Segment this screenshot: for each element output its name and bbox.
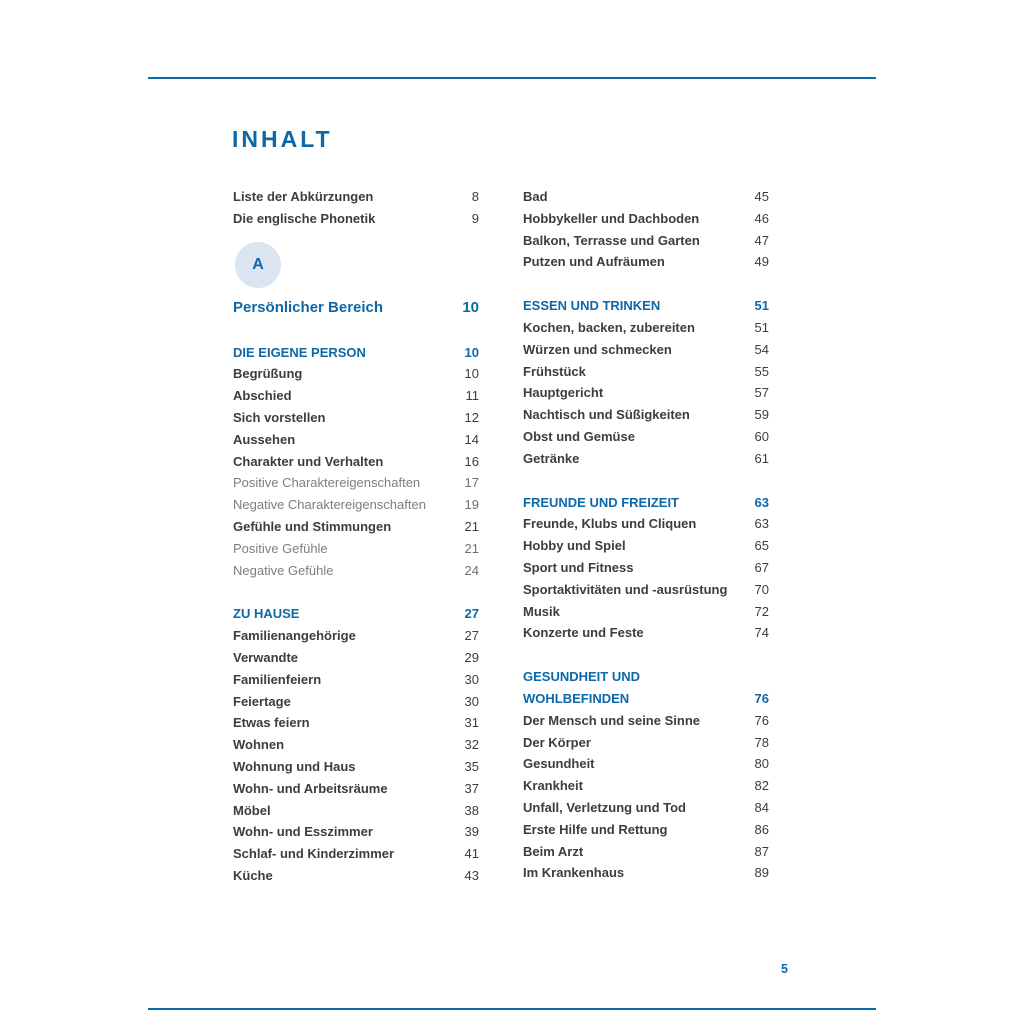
toc-entry-label: Persönlicher Bereich bbox=[233, 298, 384, 316]
toc-entry-page: 76 bbox=[754, 690, 769, 706]
toc-entry-page: 72 bbox=[754, 603, 769, 619]
toc-entry-page: 86 bbox=[754, 821, 769, 837]
toc-entry-page: 29 bbox=[464, 649, 479, 665]
toc-entry-label: Positive Charaktereigenschaften bbox=[233, 475, 421, 491]
toc-entry bbox=[523, 382, 769, 404]
toc-entry-label: Negative Charaktereigenschaften bbox=[233, 497, 426, 513]
toc-entry-page: 11 bbox=[465, 388, 479, 404]
toc-entry-label: Aussehen bbox=[233, 431, 296, 447]
toc-entry-page: 19 bbox=[464, 497, 479, 513]
toc-entry-page: 38 bbox=[464, 802, 479, 818]
toc-entry bbox=[233, 451, 479, 473]
toc-entry-label: Kochen, backen, zubereiten bbox=[523, 319, 695, 335]
toc-entry-page: 10 bbox=[462, 298, 479, 316]
toc-entry bbox=[233, 691, 479, 713]
toc-entry bbox=[523, 797, 769, 819]
toc-entry bbox=[523, 862, 769, 884]
toc-section-heading bbox=[233, 342, 479, 364]
toc-entry bbox=[523, 732, 769, 754]
toc-entry-page: 63 bbox=[754, 516, 769, 532]
toc-entry-page: 57 bbox=[754, 385, 769, 401]
toc-entry-page: 54 bbox=[754, 341, 769, 357]
toc-entry-label: Positive Gefühle bbox=[233, 540, 328, 556]
toc-entry-label: Erste Hilfe und Rettung bbox=[523, 821, 668, 837]
toc-entry-page: 10 bbox=[464, 366, 479, 382]
toc-entry-page: 46 bbox=[754, 210, 769, 226]
toc-entry bbox=[523, 753, 769, 775]
toc-entry-label: Der Körper bbox=[523, 734, 591, 750]
toc-entry-label: Nachtisch und Süßigkeiten bbox=[523, 407, 690, 423]
toc-entry bbox=[233, 821, 479, 843]
toc-entry-label: ZU HAUSE bbox=[233, 606, 300, 622]
section-badge-letter: A bbox=[252, 255, 264, 273]
toc-entry bbox=[523, 230, 769, 252]
toc-entry-page: 12 bbox=[464, 409, 479, 425]
toc-entry bbox=[233, 843, 479, 865]
toc-entry-label: Abschied bbox=[233, 388, 292, 404]
toc-entry bbox=[523, 622, 769, 644]
toc-entry-label: Charakter und Verhalten bbox=[233, 453, 384, 469]
toc-entry-page: 37 bbox=[464, 780, 479, 796]
toc-entry bbox=[523, 404, 769, 426]
toc-entry-page: 10 bbox=[464, 344, 479, 360]
toc-entry-label: Wohn- und Esszimmer bbox=[233, 824, 373, 840]
toc-entry-label: Küche bbox=[233, 867, 273, 883]
toc-entry-label: Verwandte bbox=[233, 649, 299, 665]
toc-entry bbox=[523, 557, 769, 579]
toc-entry bbox=[233, 800, 479, 822]
toc-entry-page: 32 bbox=[464, 737, 479, 753]
toc-entry bbox=[523, 361, 769, 383]
page-title: INHALT bbox=[232, 126, 333, 152]
toc-entry bbox=[233, 647, 479, 669]
toc-entry-page: 24 bbox=[464, 562, 479, 578]
toc-entry bbox=[233, 712, 479, 734]
toc-entry bbox=[233, 385, 479, 407]
toc-entry bbox=[233, 625, 479, 647]
toc-entry-page: 9 bbox=[471, 210, 479, 226]
toc-entry-page: 47 bbox=[754, 232, 769, 248]
toc-entry-label: Balkon, Terrasse und Garten bbox=[523, 232, 700, 248]
toc-entry bbox=[233, 186, 479, 208]
toc-entry-label: Sportaktivitäten und -ausrüstung bbox=[523, 581, 728, 597]
toc-entry-label: Hobbykeller und Dachboden bbox=[523, 210, 700, 226]
toc-entry bbox=[233, 407, 479, 429]
toc-entry-label: Gefühle und Stimmungen bbox=[233, 518, 392, 534]
toc-entry bbox=[233, 734, 479, 756]
toc-entry-label: Konzerte und Feste bbox=[523, 625, 644, 641]
toc-entry bbox=[233, 865, 479, 887]
toc-entry bbox=[523, 579, 769, 601]
toc-entry-page: 35 bbox=[464, 758, 479, 774]
toc-entry-label: Bad bbox=[523, 189, 548, 204]
toc-entry bbox=[523, 339, 769, 361]
toc-entry-label: Wohnung und Haus bbox=[233, 758, 356, 774]
toc-column-left bbox=[233, 186, 479, 887]
toc-entry-label: Liste der Abkürzungen bbox=[233, 189, 374, 204]
toc-entry-page: 74 bbox=[754, 625, 769, 641]
toc-entry-page: 14 bbox=[464, 431, 479, 447]
toc-entry bbox=[523, 841, 769, 863]
toc-entry-label: Sport und Fitness bbox=[523, 559, 634, 575]
toc-entry-label: FREUNDE UND FREIZEIT bbox=[523, 494, 679, 510]
toc-entry-page: 8 bbox=[471, 189, 479, 204]
toc-entry-page: 27 bbox=[464, 606, 479, 622]
toc-entry-label: Negative Gefühle bbox=[233, 562, 334, 578]
section-badge bbox=[235, 242, 281, 288]
toc-entry bbox=[233, 778, 479, 800]
toc-entry bbox=[523, 208, 769, 230]
toc-entry bbox=[233, 516, 479, 538]
toc-entry-page: 30 bbox=[464, 693, 479, 709]
toc-entry bbox=[233, 429, 479, 451]
toc-entry bbox=[523, 775, 769, 797]
toc-entry-label: Freunde, Klubs und Cliquen bbox=[523, 516, 697, 532]
toc-entry-page: 70 bbox=[754, 581, 769, 597]
toc-entry-page: 89 bbox=[754, 865, 769, 881]
toc-entry-label: DIE EIGENE PERSON bbox=[233, 344, 366, 360]
toc-entry-page: 80 bbox=[754, 756, 769, 772]
toc-entry-label: Familienangehörige bbox=[233, 628, 356, 644]
toc-entry-label: Feiertage bbox=[233, 693, 291, 709]
toc-entry bbox=[233, 756, 479, 778]
toc-entry bbox=[523, 601, 769, 623]
toc-entry-label: Putzen und Aufräumen bbox=[523, 254, 665, 270]
toc-entry-label: Begrüßung bbox=[233, 366, 303, 382]
toc-entry-page: 21 bbox=[464, 518, 479, 534]
toc-entry bbox=[233, 560, 479, 582]
toc-entry-page: 45 bbox=[754, 189, 769, 204]
toc-entry-page: 31 bbox=[464, 715, 479, 731]
toc-entry-label: Würzen und schmecken bbox=[523, 341, 672, 357]
toc-entry-label: WOHLBEFINDEN bbox=[523, 690, 630, 706]
toc-entry-page: 51 bbox=[754, 319, 769, 335]
toc-section-heading bbox=[233, 603, 479, 625]
toc-entry bbox=[233, 669, 479, 691]
toc-entry-label: Wohnen bbox=[233, 737, 285, 753]
toc-entry bbox=[523, 426, 769, 448]
toc-section-heading bbox=[523, 492, 769, 514]
toc-entry-label: Obst und Gemüse bbox=[523, 428, 635, 444]
toc-entry bbox=[233, 472, 479, 494]
toc-entry-label: Im Krankenhaus bbox=[523, 865, 625, 881]
toc-entry-page: 41 bbox=[464, 846, 479, 862]
toc-entry-label: ESSEN UND TRINKEN bbox=[523, 298, 661, 314]
toc-entry-label: Die englische Phonetik bbox=[233, 210, 376, 226]
toc-entry-label: Familienfeiern bbox=[233, 671, 322, 687]
toc-entry-page: 59 bbox=[754, 407, 769, 423]
toc-entry bbox=[233, 494, 479, 516]
toc-entry-label: GESUNDHEIT UND bbox=[523, 669, 641, 685]
toc-columns bbox=[233, 186, 769, 887]
toc-entry-page: 87 bbox=[754, 843, 769, 859]
toc-entry bbox=[523, 317, 769, 339]
toc-entry bbox=[523, 710, 769, 732]
toc-entry-page: 30 bbox=[464, 671, 479, 687]
toc-section-heading bbox=[523, 688, 769, 710]
toc-entry-page: 55 bbox=[754, 363, 769, 379]
toc-section-heading bbox=[523, 295, 769, 317]
toc-entry-page: 76 bbox=[754, 712, 769, 728]
toc-entry-page: 63 bbox=[754, 494, 769, 510]
toc-entry-label: Beim Arzt bbox=[523, 843, 584, 859]
top-rule bbox=[148, 77, 876, 79]
toc-column-right bbox=[523, 186, 769, 884]
toc-entry bbox=[233, 363, 479, 385]
toc-entry-label: Unfall, Verletzung und Tod bbox=[523, 799, 686, 815]
bottom-rule bbox=[148, 1008, 876, 1010]
toc-entry-page: 82 bbox=[754, 778, 769, 794]
toc-entry-label: Hauptgericht bbox=[523, 385, 604, 401]
toc-entry-page: 49 bbox=[754, 254, 769, 270]
toc-entry bbox=[523, 448, 769, 470]
toc-entry-page: 27 bbox=[464, 628, 479, 644]
toc-entry-page: 84 bbox=[754, 799, 769, 815]
toc-entry-label: Wohn- und Arbeitsräume bbox=[233, 780, 388, 796]
toc-entry-page: 61 bbox=[754, 450, 769, 466]
toc-entry bbox=[523, 819, 769, 841]
toc-entry-label: Gesundheit bbox=[523, 756, 595, 772]
toc-entry-label: Musik bbox=[523, 603, 560, 619]
toc-section-heading bbox=[523, 666, 769, 688]
toc-entry-page: 60 bbox=[754, 428, 769, 444]
toc-entry bbox=[523, 535, 769, 557]
toc-entry-page: 78 bbox=[754, 734, 769, 750]
toc-entry-page: 67 bbox=[754, 559, 769, 575]
toc-entry-label: Krankheit bbox=[523, 778, 583, 794]
toc-entry-label: Frühstück bbox=[523, 363, 586, 379]
toc-entry-label: Getränke bbox=[523, 450, 580, 466]
toc-entry-page: 51 bbox=[754, 298, 769, 314]
toc-entry-label: Hobby und Spiel bbox=[523, 538, 626, 554]
toc-entry-page: 17 bbox=[464, 475, 479, 491]
toc-entry-label: Sich vorstellen bbox=[233, 409, 326, 425]
toc-entry-page: 65 bbox=[754, 538, 769, 554]
toc-entry-page: 21 bbox=[464, 540, 479, 556]
toc-entry bbox=[233, 538, 479, 560]
toc-entry bbox=[523, 186, 769, 208]
toc-entry-page: 43 bbox=[464, 867, 479, 883]
toc-entry-label: Möbel bbox=[233, 802, 271, 818]
toc-entry-page: 16 bbox=[464, 453, 479, 469]
toc-entry-page: 39 bbox=[464, 824, 479, 840]
toc-entry bbox=[523, 251, 769, 273]
toc-entry-label: Etwas feiern bbox=[233, 715, 310, 731]
toc-entry bbox=[523, 513, 769, 535]
toc-entry bbox=[233, 208, 479, 230]
toc-entry-label: Schlaf- und Kinderzimmer bbox=[233, 846, 395, 862]
folio-page-number: 5 bbox=[781, 962, 788, 976]
toc-part-title bbox=[233, 296, 479, 320]
toc-entry-label: Der Mensch und seine Sinne bbox=[523, 712, 700, 728]
